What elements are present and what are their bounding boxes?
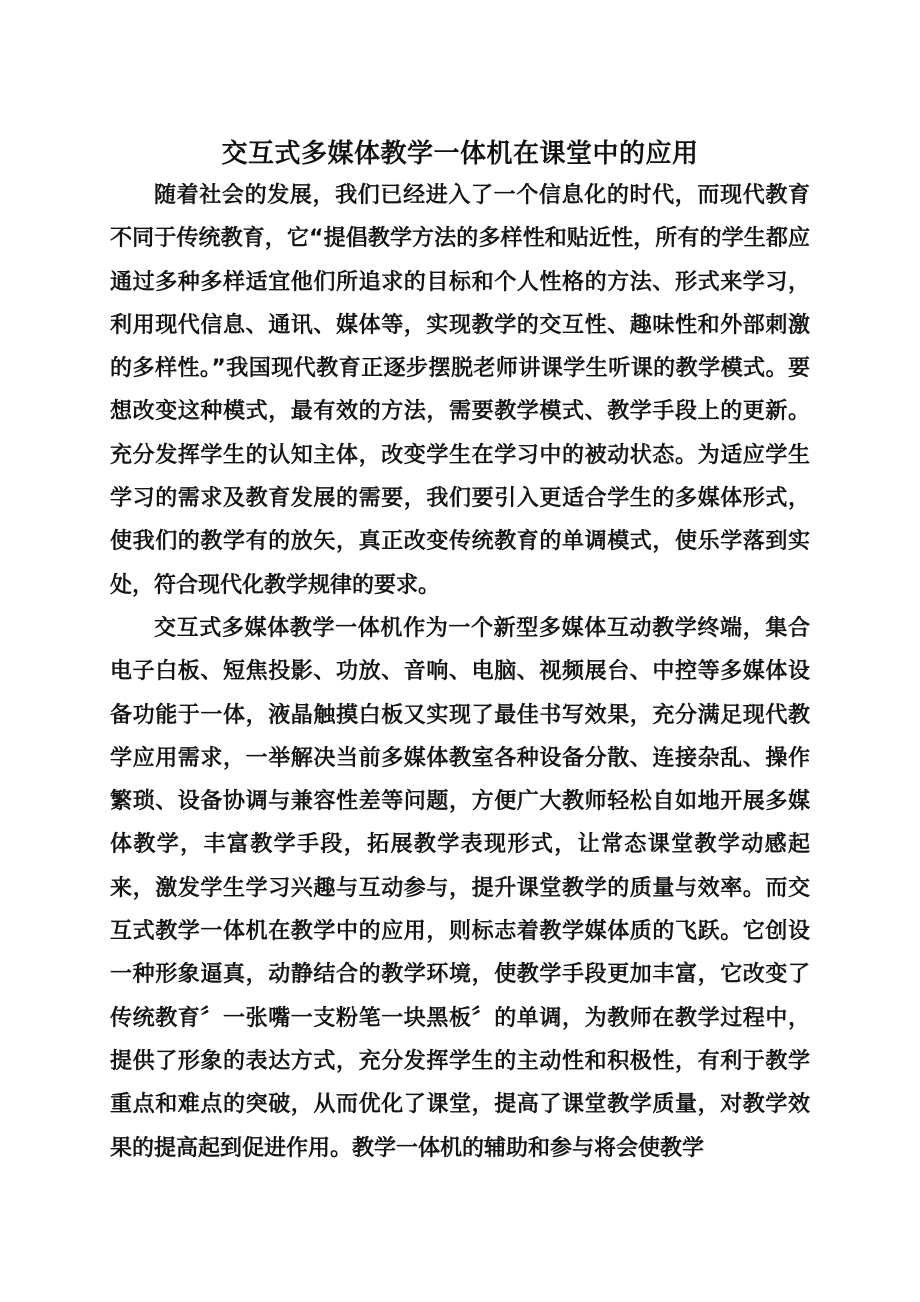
paragraph-1: 随着社会的发展，我们已经进入了一个信息化的时代，而现代教育不同于传统教育，它“提倡教学方法的多样性和贴近性，所有的学生都应通过多种多样适宜他们所追求的目标和个人性格的方法、形式来学习，利用现代信息、通讯、媒体等，实现教学的交互性、趣味性和外部刺激的多样性。”我国现代教育正逐步摆脱老师讲课学生听课的教学模式。要想改变这种模式，最有效的方法，需要教学模式、教学手段上的更新。充分发挥学生的认知主体，改变学生在学习中的被动状态。为适应学生学习的需求及教育发展的需要，我们要引入更适合学生的多媒体形式，使我们的教学有的放矢，真正改变传统教育的单调模式，使乐学落到实处，符合现代化教学规律的要求。 bbox=[110, 183, 810, 598]
paragraph-2: 交互式多媒体教学一体机作为一个新型多媒体互动教学终端，集合电子白板、短焦投影、功放、音响、电脑、视频展台、中控等多媒体设备功能于一体，液晶触摸白板又实现了最佳书写效果，充分满足现代教学应用需求，一举解决当前多媒体教室各种设备分散、连接杂乱、操作繁琐、设备协调与兼容性差等问题，方便广大教师轻松自如地开展多媒体教学，丰富教学手段，拓展教学表现形式，让常态课堂教学动感起来，激发学生学习兴趣与互动参与，提升课堂教学的质量与效率。而交互式教学一体机在教学中的应用，则标志着教学媒体质的飞跃。它创设一种形象逼真，动静结合的教学环境，使教学手段更加丰富，它改变了传统教育〞一张嘴一支粉笔一块黑板〞的单调，为教师在教学过程中，提供了形象的表达方式，充分发挥学生的主动性和积极性，有利于教学重点和难点的突破，从而优化了课堂，提高了课堂教学质量，对教学效果的提高起到促进作用。教学一体机的辅助和参与将会使教学 bbox=[110, 615, 810, 1161]
document-body bbox=[110, 174, 810, 1170]
document-title: 交互式多媒体教学一体机在课堂中的应用 bbox=[221, 139, 699, 169]
